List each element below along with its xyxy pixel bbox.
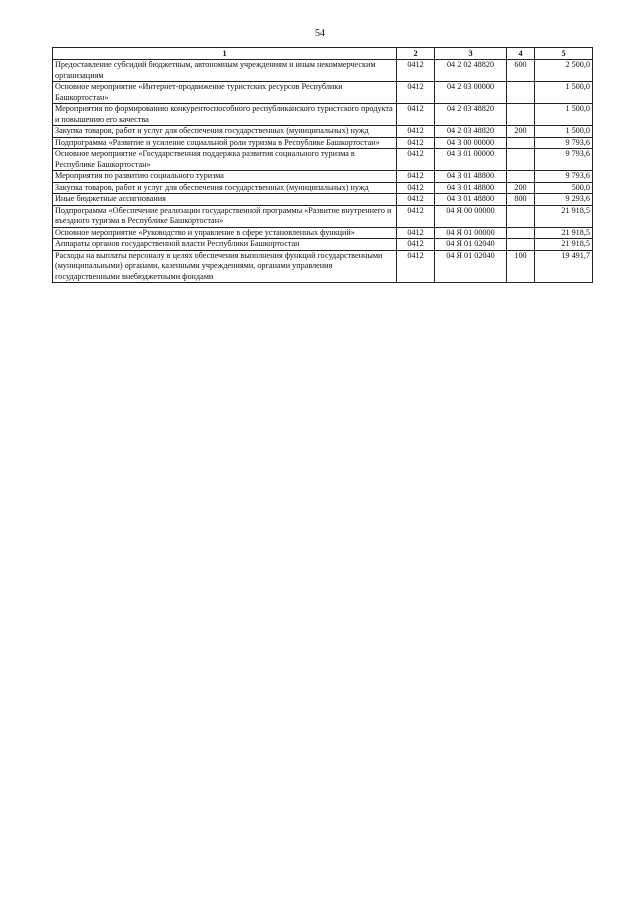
table-header-row — [53, 48, 593, 60]
budget-table — [52, 47, 593, 283]
row-expense-type — [507, 227, 535, 239]
table-row — [53, 137, 593, 149]
row-section: 0412 — [397, 137, 435, 149]
row-name: Аппараты органов государственной власти Республики Башкортостан — [53, 239, 397, 251]
row-amount: 1 500,0 — [535, 126, 593, 138]
header-col-5: 5 — [535, 48, 593, 60]
table-row — [53, 194, 593, 206]
row-expense-type — [507, 171, 535, 183]
row-amount: 9 293,6 — [535, 194, 593, 206]
row-section: 0412 — [397, 239, 435, 251]
table-row — [53, 171, 593, 183]
row-name: Основное мероприятие «Государственная поддержка развития социального туризма в Республике Башкортостан» — [53, 149, 397, 171]
header-col-2: 2 — [397, 48, 435, 60]
row-expense-type: 600 — [507, 60, 535, 82]
row-target-code: 04 2 03 00000 — [435, 82, 507, 104]
row-expense-type: 200 — [507, 182, 535, 194]
row-amount: 9 793,6 — [535, 149, 593, 171]
row-section: 0412 — [397, 205, 435, 227]
row-section: 0412 — [397, 126, 435, 138]
row-name: Расходы на выплаты персоналу в целях обеспечения выполнения функций государственными (муниципальными) органами, казенными учреждениями, органами управления государственными внебюджетными фондами — [53, 250, 397, 283]
row-expense-type: 100 — [507, 250, 535, 283]
row-name: Закупка товаров, работ и услуг для обеспечения государственных (муниципальных) нужд — [53, 182, 397, 194]
row-target-code: 04 Я 01 00000 — [435, 227, 507, 239]
row-section: 0412 — [397, 82, 435, 104]
row-expense-type — [507, 205, 535, 227]
row-amount: 2 500,0 — [535, 60, 593, 82]
row-section: 0412 — [397, 227, 435, 239]
row-expense-type — [507, 149, 535, 171]
table-row — [53, 205, 593, 227]
table-row — [53, 82, 593, 104]
table-row — [53, 60, 593, 82]
row-name: Иные бюджетные ассигнования — [53, 194, 397, 206]
header-col-4: 4 — [507, 48, 535, 60]
row-section: 0412 — [397, 194, 435, 206]
row-target-code: 04 Я 00 00000 — [435, 205, 507, 227]
table-row — [53, 104, 593, 126]
row-target-code: 04 3 01 48800 — [435, 194, 507, 206]
row-name: Основное мероприятие «Интернет-продвижение туристских ресурсов Республики Башкортостан» — [53, 82, 397, 104]
row-target-code: 04 Я 01 02040 — [435, 250, 507, 283]
table-row — [53, 149, 593, 171]
row-name: Мероприятия по формированию конкурентоспособного республиканского туристского продукта и повышению его качества — [53, 104, 397, 126]
table-row — [53, 126, 593, 138]
row-amount: 1 500,0 — [535, 104, 593, 126]
row-name: Предоставление субсидий бюджетным, автономным учреждениям и иным некоммерческим организациям — [53, 60, 397, 82]
row-section: 0412 — [397, 104, 435, 126]
row-amount: 21 918,5 — [535, 205, 593, 227]
row-amount: 21 918,5 — [535, 227, 593, 239]
row-amount: 19 491,7 — [535, 250, 593, 283]
row-expense-type: 800 — [507, 194, 535, 206]
header-col-1: 1 — [53, 48, 397, 60]
row-name: Подпрограмма «Развитие и усиление социальной роли туризма в Республике Башкортостан» — [53, 137, 397, 149]
row-name: Мероприятия по развитию социального туризма — [53, 171, 397, 183]
row-name: Основное мероприятие «Руководство и управление в сфере установленных функций» — [53, 227, 397, 239]
row-target-code: 04 2 03 48820 — [435, 104, 507, 126]
row-amount: 21 918,5 — [535, 239, 593, 251]
row-section: 0412 — [397, 182, 435, 194]
header-col-3: 3 — [435, 48, 507, 60]
row-section: 0412 — [397, 149, 435, 171]
row-name: Подпрограмма «Обеспечение реализации государственной программы «Развитие внутреннего и въездного туризма в Республике Башкортостан» — [53, 205, 397, 227]
table-row — [53, 227, 593, 239]
row-target-code: 04 3 01 48800 — [435, 171, 507, 183]
row-amount: 9 793,6 — [535, 171, 593, 183]
table-row — [53, 250, 593, 283]
row-amount: 9 793,6 — [535, 137, 593, 149]
row-section: 0412 — [397, 60, 435, 82]
row-expense-type — [507, 104, 535, 126]
row-target-code: 04 3 00 00000 — [435, 137, 507, 149]
row-expense-type — [507, 239, 535, 251]
row-target-code: 04 3 01 00000 — [435, 149, 507, 171]
page-number: 54 — [315, 28, 325, 39]
row-target-code: 04 Я 01 02040 — [435, 239, 507, 251]
row-section: 0412 — [397, 171, 435, 183]
row-target-code: 04 2 03 48820 — [435, 126, 507, 138]
row-target-code: 04 2 02 48820 — [435, 60, 507, 82]
row-section: 0412 — [397, 250, 435, 283]
row-amount: 1 500,0 — [535, 82, 593, 104]
table-row — [53, 239, 593, 251]
row-target-code: 04 3 01 48800 — [435, 182, 507, 194]
row-expense-type: 200 — [507, 126, 535, 138]
row-expense-type — [507, 137, 535, 149]
row-amount: 500,0 — [535, 182, 593, 194]
row-expense-type — [507, 82, 535, 104]
table-row — [53, 182, 593, 194]
row-name: Закупка товаров, работ и услуг для обеспечения государственных (муниципальных) нужд — [53, 126, 397, 138]
